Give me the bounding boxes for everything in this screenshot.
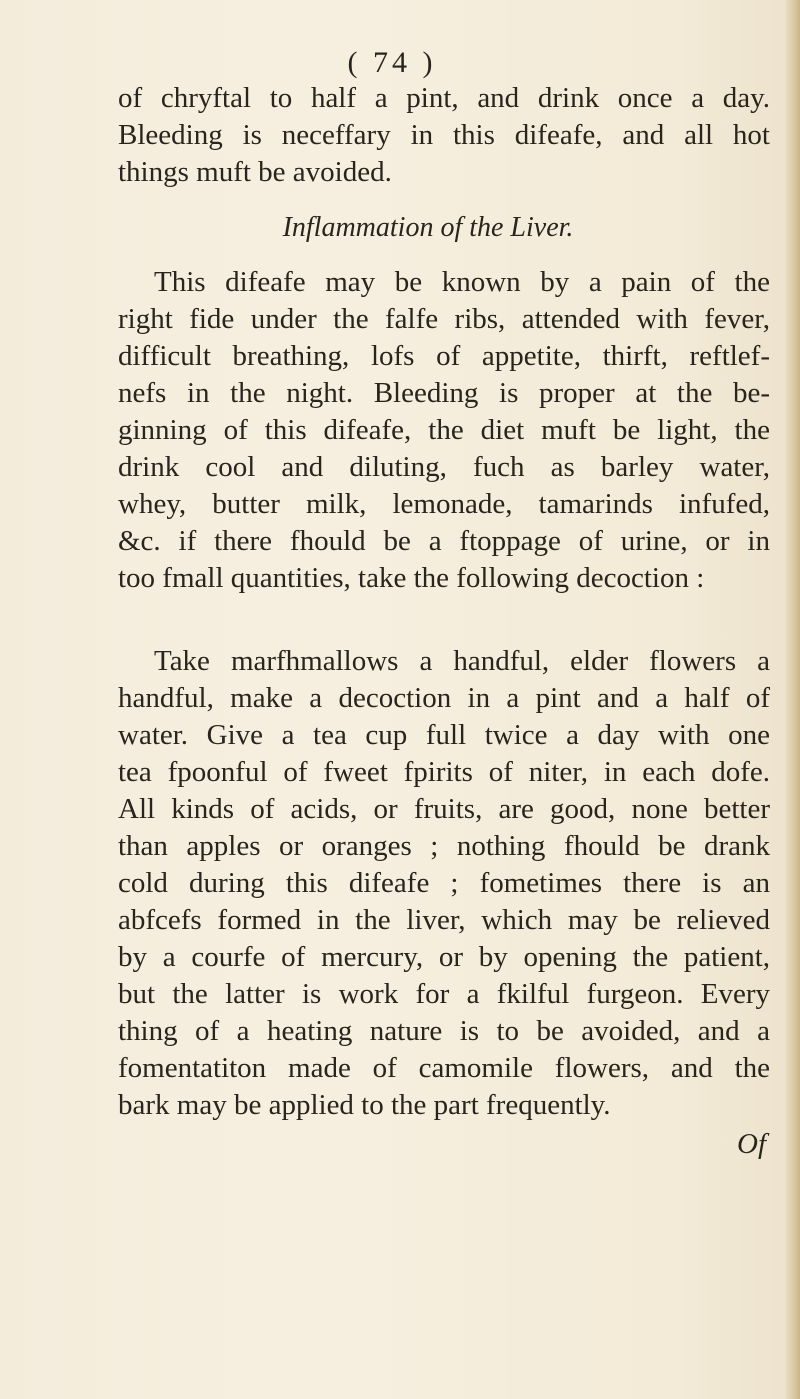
paragraph-gap [118,597,770,643]
text-line: fomentatiton made of camomile flowers, and the [118,1052,770,1084]
page-edge [786,0,800,1399]
text-line: &c. if there fhould be a ftoppage of urine, or in [118,525,770,557]
section-heading: Inflammation of the Liver. [282,212,574,243]
catchword: Of [737,1128,766,1160]
text-line: Bleeding is neceffary in this difeafe, and all hot [118,119,770,151]
text-line: water. Give a tea cup full twice a day with one [118,719,770,751]
text-line: difficult breathing, lofs of appetite, thirft, reftlef- [118,340,770,372]
text-line: than apples or oranges ; nothing fhould be drank [118,830,770,862]
text-line: thing of a heating nature is to be avoided, and a [118,1015,770,1047]
text-line: This difeafe may be known by a pain of the [154,266,770,298]
page-number: ( 74 ) [347,46,437,79]
text-line: of chryftal to half a pint, and drink once a day. [118,82,770,114]
text-line: right fide under the falfe ribs, attended with fever, [118,303,770,335]
text-line: by a courfe of mercury, or by opening the patient, [118,941,770,973]
text-line: Take marfhmallows a handful, elder flowers a [154,645,770,677]
text-line: handful, make a decoction in a pint and a half of [118,682,770,714]
text-line: cold during this difeafe ; fometimes there is an [118,867,770,899]
text-line: abfcefs formed in the liver, which may be relieved [118,904,770,936]
text-line: whey, butter milk, lemonade, tamarinds infufed, [118,488,770,520]
text-line: ginning of this difeafe, the diet muft be light, the [118,414,770,446]
text-line: All kinds of acids, or fruits, are good, none better [118,793,770,825]
text-line: nefs in the night. Bleeding is proper at the be- [118,377,770,409]
body-text [118,80,770,1163]
text-line: things muft be avoided. [118,156,392,188]
text-line: tea fpoonful of fweet fpirits of niter, in each dofe. [118,756,770,788]
text-line: drink cool and diluting, fuch as barley water, [118,451,770,483]
text-line: too fmall quantities, take the following decoction : [118,562,705,594]
text-line: bark may be applied to the part frequently. [118,1089,611,1121]
text-line: but the latter is work for a fkilful furgeon. Every [118,978,770,1010]
